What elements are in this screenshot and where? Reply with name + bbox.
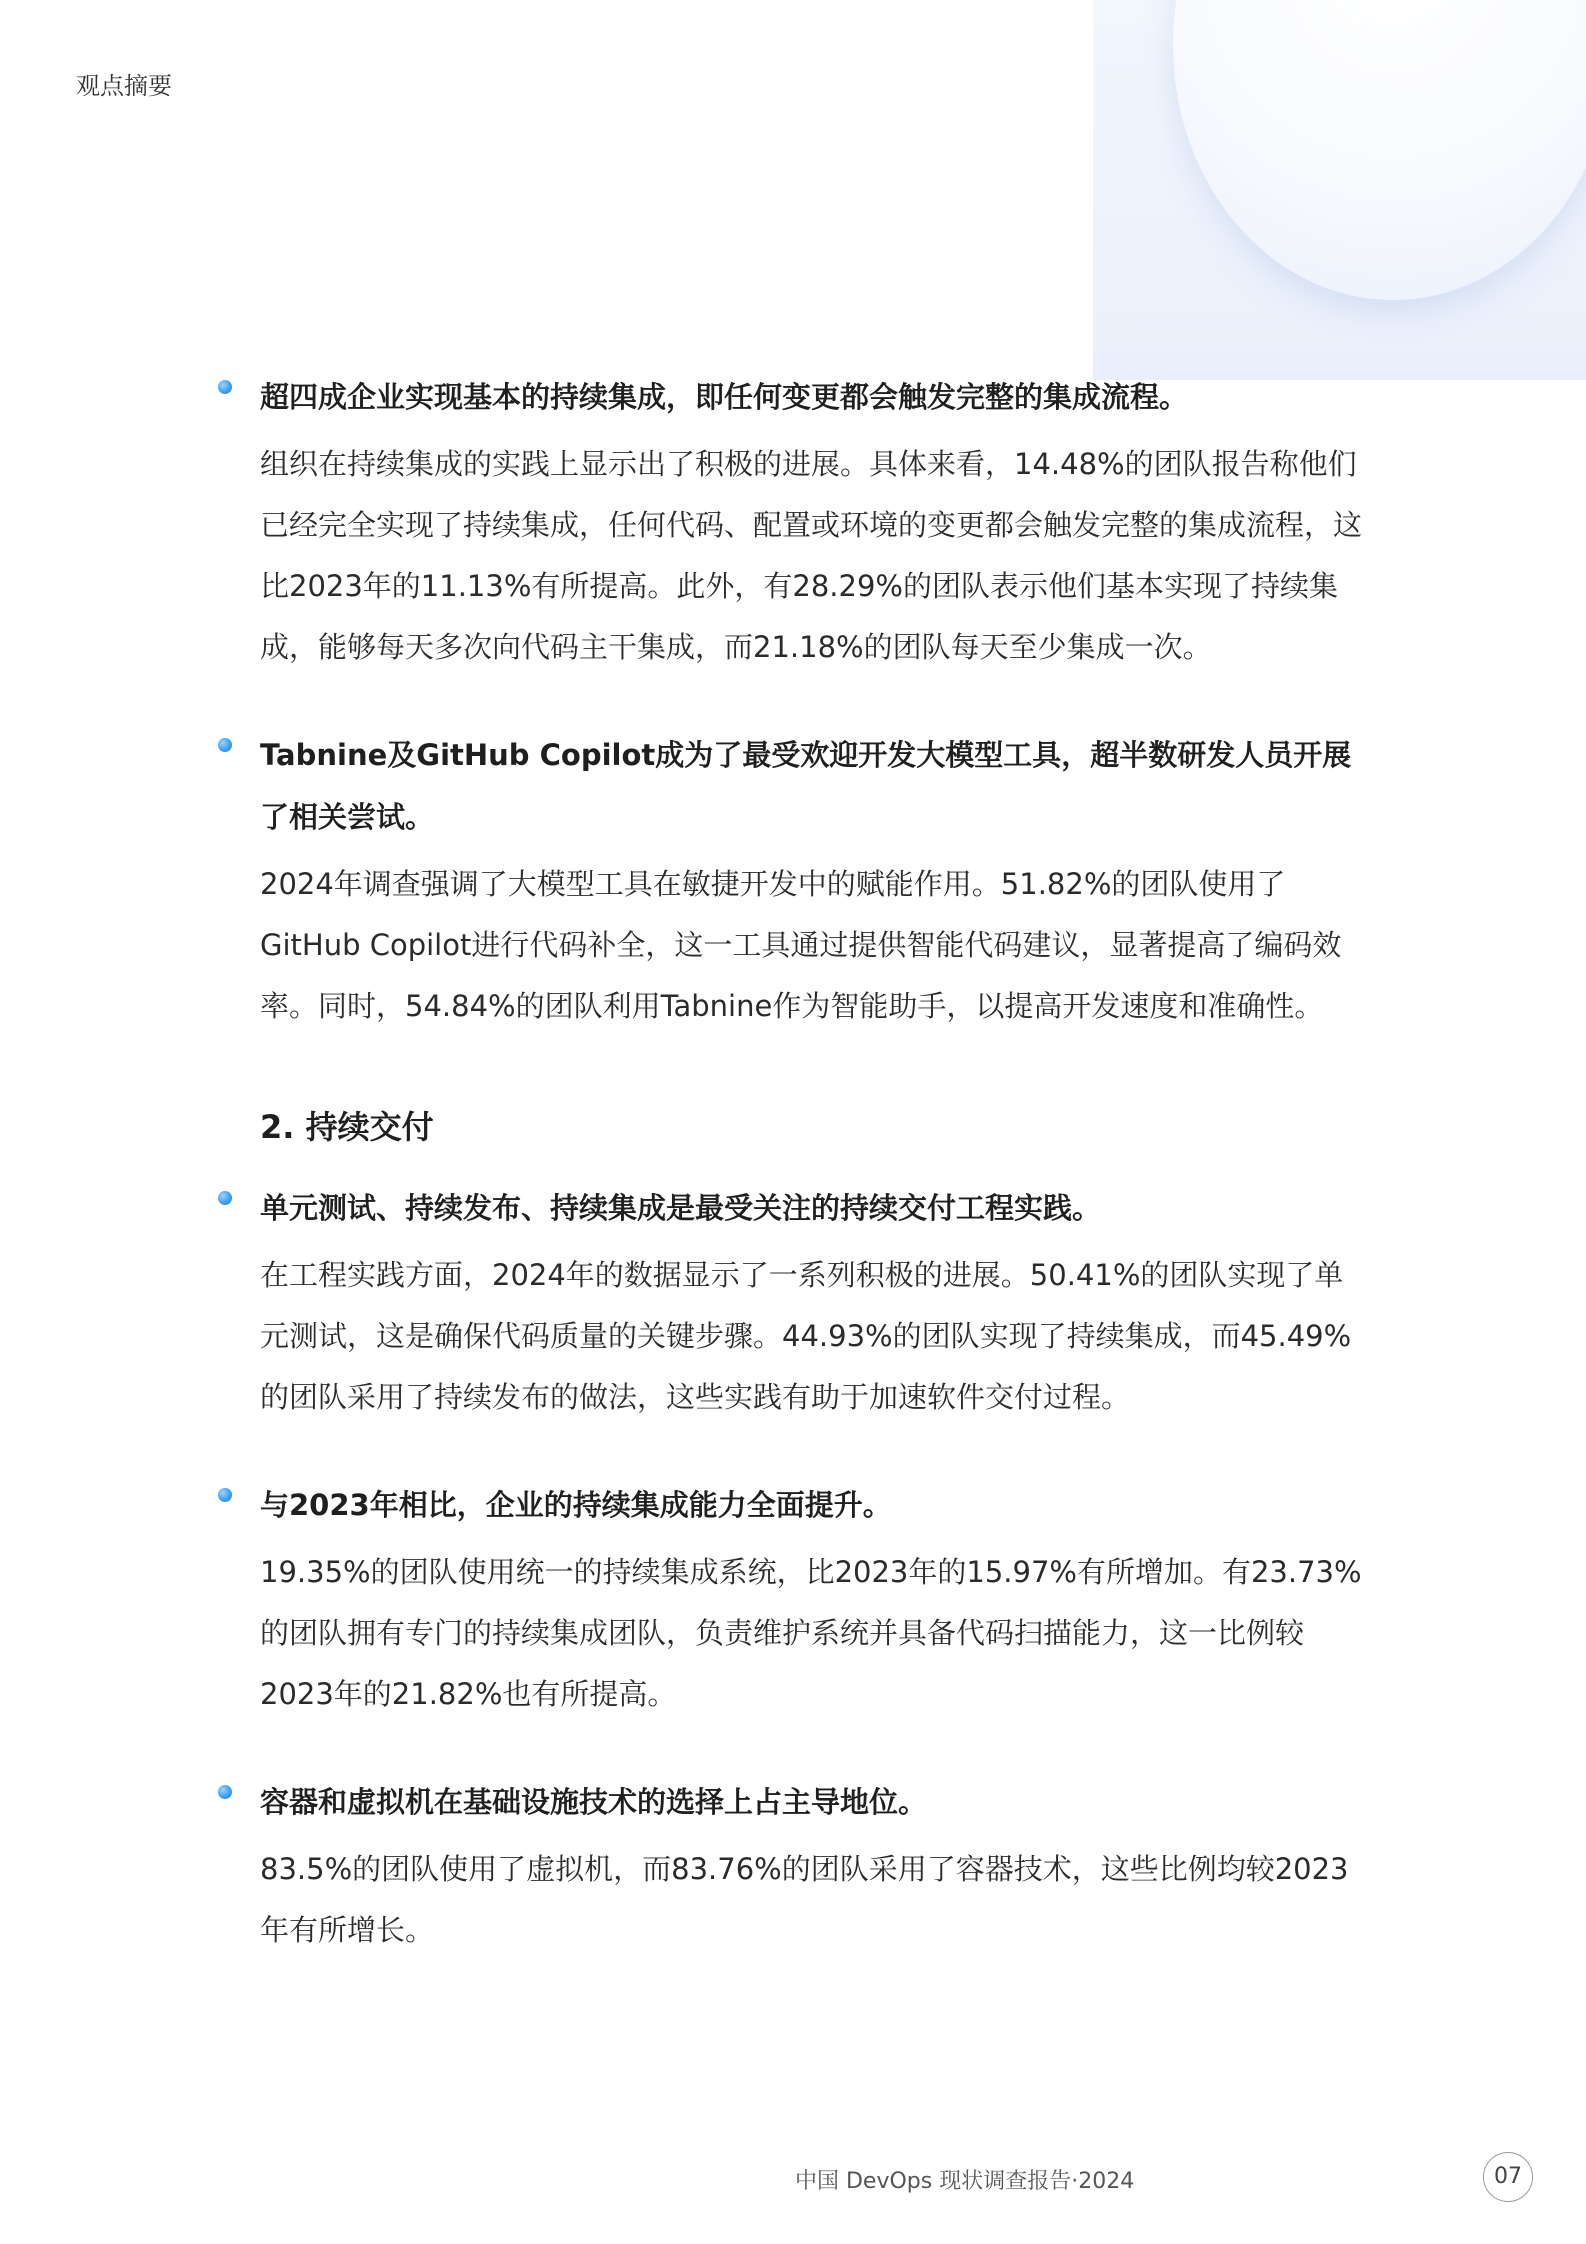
- bullet-item: [216, 1474, 1376, 1725]
- bullet-heading: 超四成企业实现基本的持续集成，即任何变更都会触发完整的集成流程。: [260, 380, 1189, 414]
- bullet-heading: 单元测试、持续发布、持续集成是最受关注的持续交付工程实践。: [260, 1191, 1102, 1225]
- bullet-body: 19.35%的团队使用统一的持续集成系统，比2023年的15.97%有所增加。有23.73%的团队拥有专门的持续集成团队，负责维护系统并具备代码扫描能力，这一比例较2023年的21.82%也有所提高。: [260, 1555, 1362, 1711]
- bullet-item: [216, 724, 1376, 1037]
- bullet-dot-icon: [218, 1785, 232, 1799]
- bullet-dot-icon: [218, 1488, 232, 1502]
- page-number: 07: [1483, 2152, 1533, 2202]
- bullet-item: [216, 1771, 1376, 1961]
- section-label: 观点摘要: [76, 72, 172, 100]
- decorative-panel: [1093, 0, 1586, 380]
- bullet-item: [216, 366, 1376, 678]
- bullet-body: 在工程实践方面，2024年的数据显示了一系列积极的进展。50.41%的团队实现了单元测试，这是确保代码质量的关键步骤。44.93%的团队实现了持续集成，而45.49%的团队采用了持续发布的做法，这些实践有助于加速软件交付过程。: [260, 1258, 1352, 1414]
- bullet-dot-icon: [218, 738, 232, 752]
- bullet-body: 2024年调查强调了大模型工具在敏捷开发中的赋能作用。51.82%的团队使用了GitHub Copilot进行代码补全，这一工具通过提供智能代码建议，显著提高了编码效率。同时，54.84%的团队利用Tabnine作为智能助手，以提高开发速度和准确性。: [260, 867, 1342, 1023]
- bullet-dot-icon: [218, 380, 232, 394]
- main-content: [216, 366, 1376, 2007]
- bullet-body: 组织在持续集成的实践上显示出了积极的进展。具体来看，14.48%的团队报告称他们已经完全实现了持续集成，任何代码、配置或环境的变更都会触发完整的集成流程，这比2023年的11.13%有所提高。此外，有28.29%的团队表示他们基本实现了持续集成，能够每天多次向代码主干集成，而21.18%的团队每天至少集成一次。: [260, 447, 1363, 664]
- bullet-body: 83.5%的团队使用了虚拟机，而83.76%的团队采用了容器技术，这些比例均较2023年有所增长。: [260, 1852, 1349, 1947]
- decorative-circle: [1173, 0, 1586, 300]
- bullet-dot-icon: [218, 1191, 232, 1205]
- bullet-item: [216, 1177, 1376, 1428]
- footer-title: 中国 DevOps 现状调查报告·2024: [795, 2169, 1135, 2194]
- bullet-heading: Tabnine及GitHub Copilot成为了最受欢迎开发大模型工具，超半数研发人员开展了相关尝试。: [260, 738, 1352, 834]
- bullet-heading: 与2023年相比，企业的持续集成能力全面提升。: [260, 1488, 892, 1522]
- section-heading: 2. 持续交付: [260, 1108, 434, 1146]
- bullet-heading: 容器和虚拟机在基础设施技术的选择上占主导地位。: [260, 1785, 928, 1819]
